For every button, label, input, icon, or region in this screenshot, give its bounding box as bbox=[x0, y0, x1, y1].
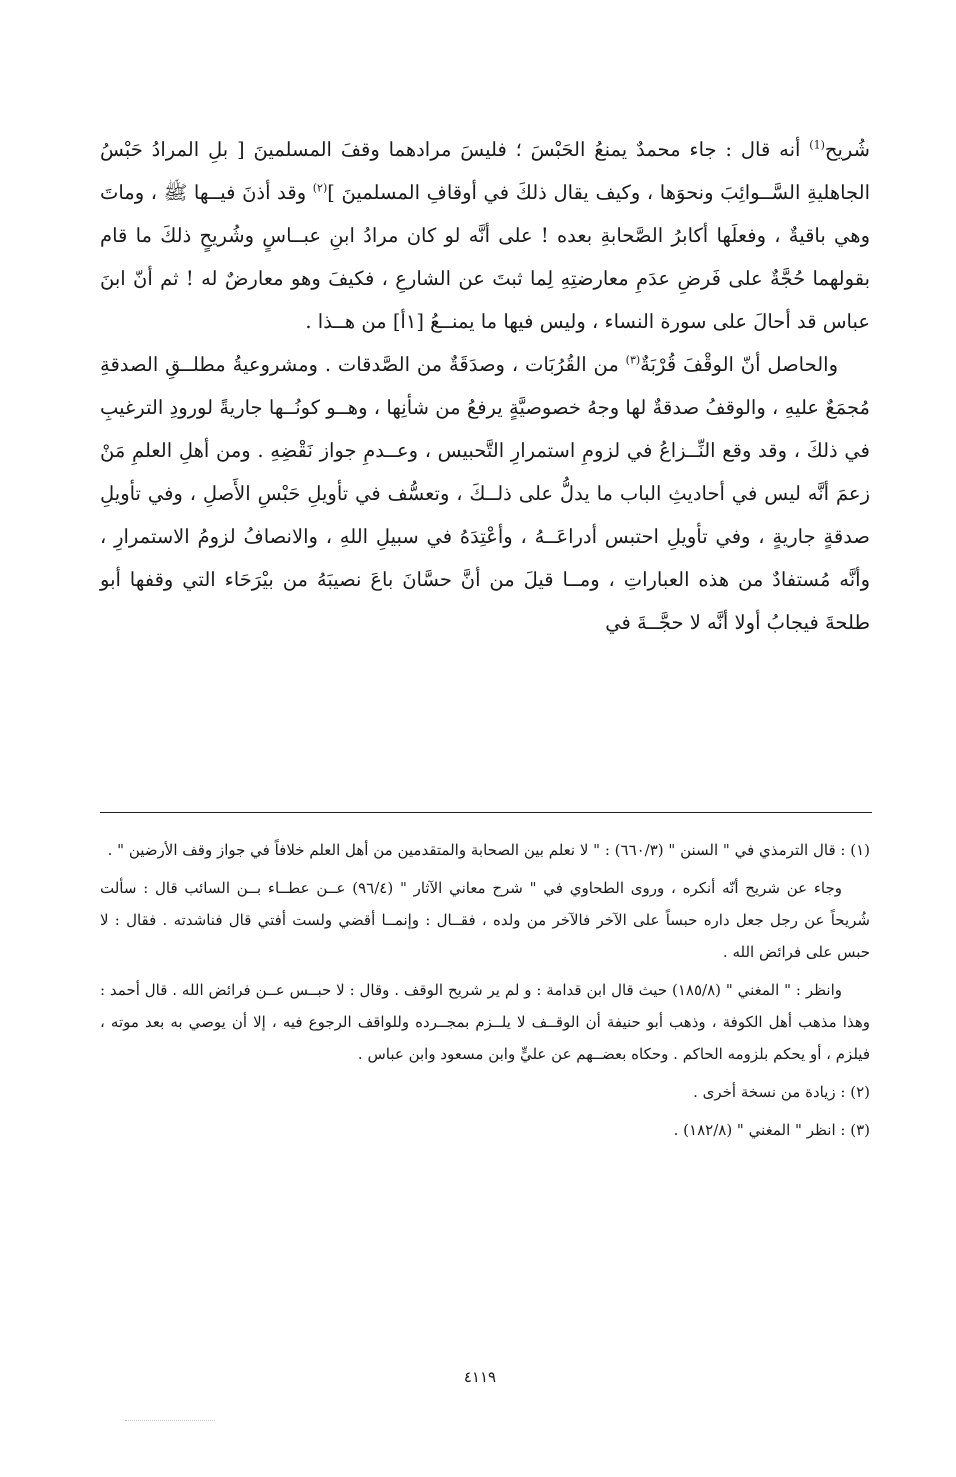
footnote-ref-1: (1) bbox=[809, 138, 825, 152]
footnote-ref-3: (٣) bbox=[625, 353, 641, 367]
footnote-1: (١) : قال الترمذي في " السنن " (٦٦٠/٣) : " لا نعلم بين الصحابة والمتقدمين من أهل العلم خلافاً في جواز وقف الأرضين " . bbox=[107, 841, 870, 859]
main-text bbox=[100, 128, 870, 644]
footnotes bbox=[100, 834, 870, 1152]
paragraph bbox=[100, 343, 870, 644]
text-run: شُريح bbox=[824, 138, 870, 161]
text-run: وقد أذنَ فيــها ﷺ ، وماتَ وهي باقيةٌ ، وفعلَها أكابرُ الصَّحابةِ بعده ! على أنَّه لو كان مرادُ ابنِ عبــاسٍ وشُريحٍ ذلكَ ما قام بقولهما حُجَّةٌ على فَرضِ عدَمِ معارضتِهِ لِما ثبتَ عن الشارعِ ، فكيفَ وهو معارضٌ له ! ثم أنّ ابنَ عباس قد أحالَ على سورة النساء ، وليس فيها ما يمنــعُ [١أ] من هــذا . bbox=[100, 181, 870, 333]
footnote-3: (٣) : انظر " المغني " (١٨٢/٨) . bbox=[673, 1121, 870, 1139]
page-number: ٤١١٩ bbox=[463, 1368, 497, 1386]
text-run: من القُرُبَات ، وصدَقَةٌ من الصَّدقات . ومشروعيةُ مطلــقِ الصدقةِ مُجمَعٌ عليهِ ، والوقفُ صدقةٌ لها وجهُ خصوصيَّةٍ يرفعُ من شأنِها ، وهــو كونُــها جاريةً لورودِ الترغيبِ في ذلكَ ، وقد وقع النِّــزاعُ في لزومِ استمرارِ التَّحبيس ، وعــدمِ جواز نَقْضِهِ . ومن أهلِ العلمِ مَنْ زعمَ أنَّه ليس في أحاديثِ الباب ما يدلُّ على ذلــكَ ، وتعسُّف في تأويلِ حَبْسِ الأَصلِ ، وفي تأويلِ صدقةٍ جاريةٍ ، وفي تأويلِ احتبس أدراعَــهُ ، وأعْتِدَهُ في سبيلِ اللهِ ، والانصافُ لزومُ الاستمرارِ ، وأنَّه مُستفادٌ من هذه العباراتِ ، ومــا قيلَ من أنَّ حسَّانَ باعَ نصيبَهُ من بيْرَحَاء التي وقفها أبو طلحةَ فيجابُ أولا أنَّه لا حجَّــةَ في bbox=[100, 353, 870, 634]
footnote-1-continued: وانظر : " المغني " (١٨٥/٨) حيث قال ابن قدامة : و لم ير شريح الوقف . وقال : لا حبــس عــن فرائض الله . قال أحمد : وهذا مذهب أهل الكوفة ، وذهب أبو حنيفة أن الوقــف لا يلــزم بمجــرده وللواقف الرجوع فيه ، إلا أن يوصي به بعد موته ، فيلزم ، أو يحكم بلزومه الحاكم . وحكاه بعضــهم عن عليٍّ وابن مسعود وابن عباس . bbox=[100, 981, 870, 1063]
paragraph bbox=[100, 128, 870, 343]
text-run: أنه قال : جاء محمدٌ يمنعُ الحَبْسَ ؛ فليسَ مرادهما وقفَ المسلمينَ [ بلِ المرادُ حَبْسُ الجاهليةِ السَّــوائِبَ ونحوَها ، وكيف يقال ذلكَ في أوقافِ المسلمينَ ] bbox=[100, 138, 870, 204]
footnote-2: (٢) : زيادة من نسخة أخرى . bbox=[693, 1083, 870, 1101]
footnote-ref-2: (٢) bbox=[312, 181, 328, 195]
text-run: والحاصل أنّ الوقْفَ قُرْبَةٌ bbox=[640, 353, 838, 376]
footnote-1-continued: وجاء عن شريح أنّه أنكره ، وروى الطحاوي في " شرح معاني الآثار " (٩٦/٤) عــن عطــاء بــن السائب قال : سألت شُريحاً عن رجل جعل داره حبساً على الآخر فالآخر من ولده ، فقــال : وإنمــا أقضي ولست أفتي قال فناشدته . فقال : لا حبس على فرائض الله . bbox=[100, 879, 870, 961]
footnote-divider bbox=[100, 812, 872, 813]
scan-artifact bbox=[125, 1420, 215, 1421]
